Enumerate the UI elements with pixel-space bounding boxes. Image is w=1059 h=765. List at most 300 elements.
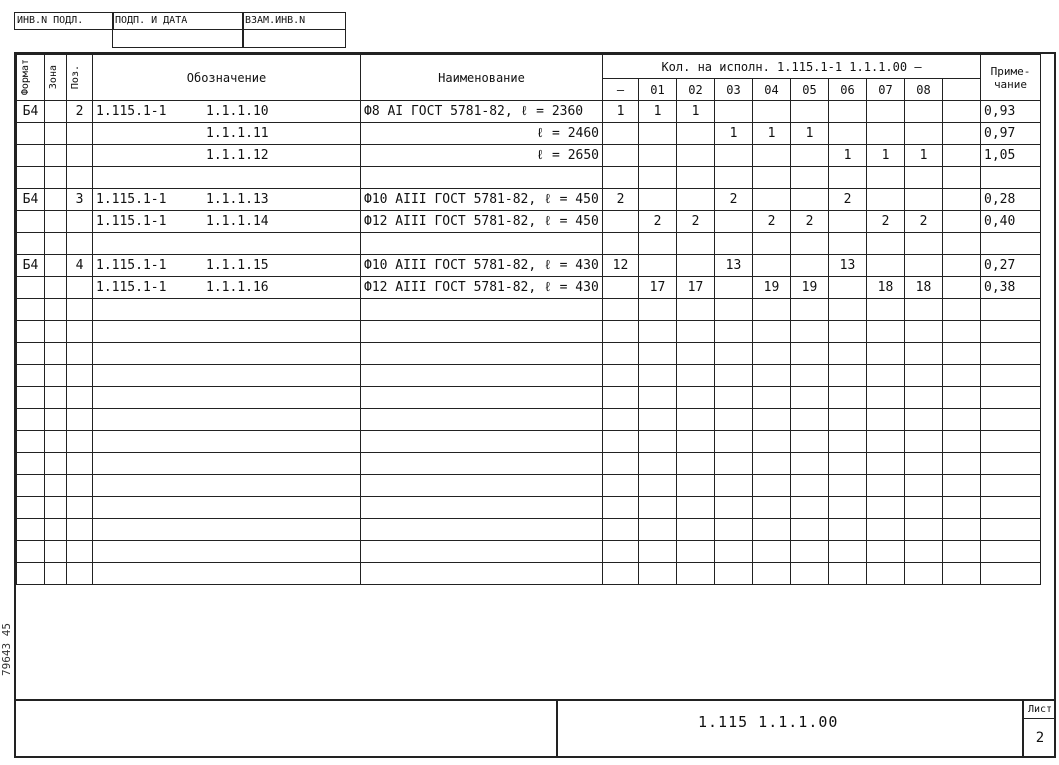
cell-empty [93,431,361,453]
cell-oboznachenie [93,145,361,167]
cell-empty [45,431,67,453]
cell-empty [943,453,981,475]
header-variant-1: 01 [639,79,677,101]
cell-empty [67,453,93,475]
header-variant-6: 06 [829,79,867,101]
header-format: Формат [17,55,45,101]
inv-podl-label: ИНВ.N ПОДЛ. [14,12,114,30]
cell-empty [715,453,753,475]
table-row-empty [17,519,1041,541]
table-row-empty [17,431,1041,453]
cell-qty-3: 13 [715,255,753,277]
cell-empty [361,453,603,475]
cell-empty [867,453,905,475]
cell-qty-8 [905,101,943,123]
header-poz: Поз. [67,55,93,101]
table-row-empty [17,497,1041,519]
cell-empty [361,387,603,409]
cell-qty-9 [943,211,981,233]
cell-empty [753,299,791,321]
header-variant-3: 03 [715,79,753,101]
cell-empty [829,497,867,519]
cell-empty [603,497,639,519]
cell-primechanie: 0,27 [981,255,1041,277]
cell-empty [639,321,677,343]
cell-empty [361,475,603,497]
cell-empty [639,497,677,519]
cell-empty [639,541,677,563]
cell-qty-6: 1 [829,145,867,167]
cell-empty [677,497,715,519]
cell-qty-3 [715,211,753,233]
cell-qty-8 [905,167,943,189]
designation-code: 1.1.1.16 [206,280,269,295]
cell-empty [17,365,45,387]
cell-empty [981,453,1041,475]
cell-empty [981,409,1041,431]
table-row [17,255,1041,277]
cell-empty [981,497,1041,519]
cell-qty-6: 13 [829,255,867,277]
cell-empty [715,299,753,321]
cell-poz [67,167,93,189]
cell-qty-4: 2 [753,211,791,233]
cell-zona [45,255,67,277]
cell-qty-9 [943,123,981,145]
cell-poz [67,145,93,167]
cell-poz [67,233,93,255]
cell-empty [867,431,905,453]
cell-qty-1: 2 [639,211,677,233]
cell-empty [867,299,905,321]
table-row-empty [17,409,1041,431]
cell-empty [17,497,45,519]
cell-qty-3 [715,233,753,255]
cell-empty [905,563,943,585]
cell-empty [715,365,753,387]
cell-empty [753,541,791,563]
cell-zona [45,167,67,189]
cell-empty [639,519,677,541]
cell-empty [93,321,361,343]
vzam-inv-label: ВЗАМ.ИНВ.N [242,12,346,30]
podp-data-label: ПОДП. И ДАТА [112,12,244,30]
document-designation: 1.115 1.1.1.00 [698,713,839,731]
cell-qty-7: 18 [867,277,905,299]
cell-empty [603,475,639,497]
cell-empty [677,475,715,497]
cell-empty [67,343,93,365]
cell-empty [905,387,943,409]
cell-qty-1: 17 [639,277,677,299]
cell-empty [905,453,943,475]
cell-empty [753,431,791,453]
designation-code: 1.1.1.11 [206,126,269,141]
cell-qty-5 [791,101,829,123]
cell-empty [677,431,715,453]
table-row-empty [17,563,1041,585]
cell-empty [361,541,603,563]
cell-primechanie: 0,28 [981,189,1041,211]
table-row-empty [17,387,1041,409]
cell-qty-4 [753,233,791,255]
cell-empty [981,431,1041,453]
cell-empty [829,541,867,563]
cell-qty-9 [943,167,981,189]
table-row [17,167,1041,189]
cell-poz [67,211,93,233]
margin-inventory-note: 79643 45 [0,623,13,677]
cell-qty-9 [943,255,981,277]
cell-naimenovanie: Ф10 АIII ГОСТ 5781-82, ℓ = 430 [361,255,603,277]
table-row [17,277,1041,299]
cell-qty-0 [603,233,639,255]
cell-empty [677,365,715,387]
designation-series: 1.115.1-1 [96,214,167,229]
cell-empty [715,409,753,431]
table-row-empty [17,365,1041,387]
cell-empty [67,387,93,409]
cell-empty [943,475,981,497]
cell-qty-6 [829,101,867,123]
cell-qty-1: 1 [639,101,677,123]
cell-oboznachenie [93,277,361,299]
cell-empty [67,431,93,453]
cell-empty [17,453,45,475]
cell-empty [45,365,67,387]
cell-qty-6 [829,277,867,299]
cell-empty [67,475,93,497]
cell-empty [45,453,67,475]
cell-poz: 2 [67,101,93,123]
cell-qty-5: 1 [791,123,829,145]
cell-empty [67,563,93,585]
cell-empty [603,453,639,475]
cell-qty-1 [639,255,677,277]
designation-code: 1.1.1.10 [206,104,269,119]
header-naimenovanie: Наименование [361,55,603,101]
cell-qty-7: 2 [867,211,905,233]
designation-series: 1.115.1-1 [96,280,167,295]
cell-empty [943,563,981,585]
cell-oboznachenie [93,233,361,255]
cell-empty [753,365,791,387]
cell-empty [829,519,867,541]
cell-empty [829,299,867,321]
cell-empty [67,519,93,541]
cell-empty [603,519,639,541]
cell-empty [93,497,361,519]
cell-qty-2: 1 [677,101,715,123]
approval-frame [14,12,346,52]
cell-qty-8: 2 [905,211,943,233]
cell-empty [867,541,905,563]
cell-qty-5 [791,145,829,167]
cell-empty [791,453,829,475]
cell-empty [943,431,981,453]
cell-empty [677,343,715,365]
cell-primechanie: 0,38 [981,277,1041,299]
cell-qty-2 [677,233,715,255]
cell-format: Б4 [17,101,45,123]
cell-empty [829,475,867,497]
cell-naimenovanie: Ф12 АIII ГОСТ 5781-82, ℓ = 450 [361,211,603,233]
cell-empty [981,343,1041,365]
cell-empty [93,343,361,365]
cell-qty-3: 2 [715,189,753,211]
cell-empty [67,365,93,387]
cell-empty [753,519,791,541]
cell-qty-8 [905,189,943,211]
table-row [17,145,1041,167]
cell-primechanie: 0,93 [981,101,1041,123]
cell-poz [67,123,93,145]
cell-zona [45,211,67,233]
cell-qty-6 [829,123,867,145]
cell-qty-5 [791,255,829,277]
cell-naimenovanie: ℓ = 2650 [361,145,603,167]
cell-qty-3 [715,101,753,123]
cell-empty [361,299,603,321]
cell-qty-6: 2 [829,189,867,211]
table-row-empty [17,343,1041,365]
cell-empty [715,431,753,453]
cell-empty [93,299,361,321]
cell-format: Б4 [17,189,45,211]
cell-empty [981,519,1041,541]
cell-primechanie [981,167,1041,189]
cell-empty [791,497,829,519]
cell-naimenovanie: Ф8 АI ГОСТ 5781-82, ℓ = 2360 [361,101,603,123]
table-row-empty [17,475,1041,497]
cell-empty [791,563,829,585]
cell-format [17,233,45,255]
cell-empty [867,343,905,365]
cell-empty [829,563,867,585]
cell-qty-7 [867,255,905,277]
cell-poz: 3 [67,189,93,211]
cell-qty-4 [753,189,791,211]
cell-empty [981,299,1041,321]
cell-qty-9 [943,101,981,123]
cell-empty [867,365,905,387]
cell-zona [45,101,67,123]
cell-empty [639,343,677,365]
cell-qty-1 [639,145,677,167]
cell-qty-7 [867,167,905,189]
cell-qty-6 [829,167,867,189]
cell-empty [361,563,603,585]
cell-empty [905,497,943,519]
podp-data-field [112,30,244,48]
cell-qty-0: 1 [603,101,639,123]
cell-qty-9 [943,233,981,255]
cell-qty-8 [905,123,943,145]
title-block-left [16,699,556,758]
cell-qty-1 [639,167,677,189]
cell-empty [67,409,93,431]
cell-empty [45,563,67,585]
cell-empty [45,475,67,497]
cell-empty [93,563,361,585]
cell-empty [943,409,981,431]
cell-qty-2 [677,167,715,189]
designation-series: 1.115.1-1 [96,258,167,273]
cell-qty-2 [677,123,715,145]
cell-empty [943,299,981,321]
cell-empty [639,453,677,475]
cell-qty-2: 17 [677,277,715,299]
designation-code: 1.1.1.13 [206,192,269,207]
cell-empty [905,519,943,541]
cell-empty [639,409,677,431]
cell-qty-4: 1 [753,123,791,145]
cell-empty [677,563,715,585]
cell-qty-6 [829,211,867,233]
cell-qty-9 [943,145,981,167]
header-variant-0: – [603,79,639,101]
cell-empty [93,365,361,387]
designation-code: 1.1.1.15 [206,258,269,273]
cell-empty [17,541,45,563]
designation-series: 1.115.1-1 [96,192,167,207]
header-primechanie: Приме-чание [981,55,1041,101]
cell-qty-1 [639,123,677,145]
cell-empty [867,519,905,541]
cell-empty [791,541,829,563]
cell-empty [715,563,753,585]
cell-empty [981,541,1041,563]
cell-oboznachenie [93,255,361,277]
cell-empty [603,563,639,585]
cell-empty [829,453,867,475]
cell-primechanie [981,233,1041,255]
cell-empty [45,541,67,563]
cell-empty [17,519,45,541]
cell-empty [45,519,67,541]
cell-empty [943,343,981,365]
cell-empty [93,475,361,497]
cell-empty [753,343,791,365]
cell-qty-7 [867,233,905,255]
designation-code: 1.1.1.14 [206,214,269,229]
cell-empty [639,431,677,453]
cell-empty [867,321,905,343]
cell-empty [791,475,829,497]
header-variant-4: 04 [753,79,791,101]
cell-empty [361,519,603,541]
table-row [17,189,1041,211]
cell-empty [981,365,1041,387]
cell-empty [829,365,867,387]
cell-qty-7 [867,123,905,145]
cell-format [17,167,45,189]
cell-qty-4: 19 [753,277,791,299]
specification-table [16,54,1041,585]
cell-empty [791,519,829,541]
cell-qty-4 [753,255,791,277]
cell-qty-2 [677,255,715,277]
cell-empty [829,343,867,365]
cell-empty [905,365,943,387]
cell-empty [753,409,791,431]
cell-empty [677,409,715,431]
cell-empty [981,321,1041,343]
cell-empty [603,299,639,321]
table-row [17,101,1041,123]
cell-empty [603,365,639,387]
cell-empty [639,387,677,409]
cell-qty-4 [753,145,791,167]
cell-empty [17,387,45,409]
cell-empty [829,431,867,453]
cell-empty [67,321,93,343]
table-row-empty [17,541,1041,563]
cell-qty-5 [791,167,829,189]
cell-qty-0: 2 [603,189,639,211]
cell-empty [677,453,715,475]
cell-empty [791,409,829,431]
cell-empty [17,563,45,585]
cell-qty-5 [791,233,829,255]
cell-zona [45,145,67,167]
cell-empty [715,541,753,563]
cell-empty [361,409,603,431]
cell-empty [17,321,45,343]
cell-empty [93,519,361,541]
sheet-number: 2 [1022,719,1056,758]
table-row-empty [17,299,1041,321]
table-row [17,211,1041,233]
cell-empty [715,321,753,343]
cell-empty [45,497,67,519]
cell-empty [943,387,981,409]
cell-empty [753,563,791,585]
header-variant-2: 02 [677,79,715,101]
cell-empty [361,497,603,519]
cell-empty [829,387,867,409]
cell-empty [677,541,715,563]
cell-zona [45,189,67,211]
cell-poz [67,277,93,299]
cell-qty-0 [603,211,639,233]
cell-format [17,145,45,167]
cell-qty-0 [603,277,639,299]
table-row [17,123,1041,145]
cell-empty [753,321,791,343]
cell-qty-5: 19 [791,277,829,299]
cell-primechanie: 0,40 [981,211,1041,233]
cell-qty-4 [753,167,791,189]
cell-empty [93,409,361,431]
cell-empty [905,409,943,431]
cell-empty [715,497,753,519]
cell-empty [45,387,67,409]
header-variant-7: 07 [867,79,905,101]
cell-empty [93,453,361,475]
cell-empty [17,343,45,365]
cell-empty [943,365,981,387]
cell-empty [715,475,753,497]
cell-empty [829,321,867,343]
cell-qty-7 [867,101,905,123]
cell-oboznachenie [93,101,361,123]
cell-empty [67,541,93,563]
cell-empty [67,497,93,519]
cell-oboznachenie [93,123,361,145]
cell-oboznachenie [93,167,361,189]
cell-qty-0 [603,123,639,145]
